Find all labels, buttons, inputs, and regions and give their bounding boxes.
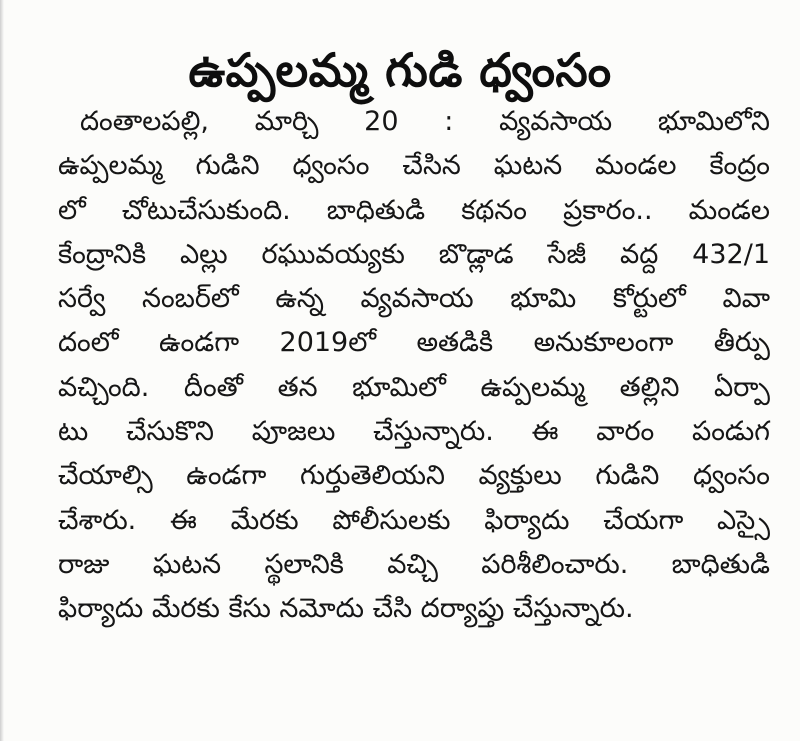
article-line: దంతాలపల్లి, మార్చి 20 : వ్యవసాయ భూమిలోని [80, 106, 770, 137]
article-headline: ఉప్పలమ్మ గుడి ధ్వంసం [188, 43, 612, 97]
article-body [58, 100, 770, 632]
page-edge-shadow [0, 0, 4, 741]
article-line: టు చేసుకొని పూజలు చేస్తున్నారు. ఈ వారం పండుగ [58, 416, 770, 448]
article-line: రాజు ఘటన స్థలానికి వచ్చి పరిశీలించారు. బాధితుడి [58, 548, 770, 580]
article-line: దంలో ఉండగా 2019లో అతడికి అనుకూలంగా తీర్పు [58, 327, 770, 359]
article-line: సర్వే నంబర్‌లో ఉన్న వ్యవసాయ భూమి కోర్టులో వివా [58, 283, 770, 315]
article-line: చేయాల్సి ఉండగా గుర్తుతెలియని వ్యక్తులు గుడిని ధ్వంసం [58, 460, 770, 492]
article-line: చేశారు. ఈ మేరకు పోలీసులకు ఫిర్యాదు చేయగా ఎస్సై [58, 504, 770, 536]
article-line: ఫిర్యాదు మేరకు కేసు నమోదు చేసి దర్యాప్తు చేస్తున్నారు. [58, 593, 634, 625]
article-line: ఉప్పలమ్మ గుడిని ధ్వంసం చేసిన ఘటన మండల కేంద్రం [58, 150, 770, 182]
article-line: వచ్చింది. దీంతో తన భూమిలో ఉప్పలమ్మ తల్లిని ఏర్పా [58, 371, 770, 403]
article-line: కేంద్రానికి ఎల్లు రఘువయ్యకు బొడ్లాడ సేజీ వద్ద 432/1 [58, 238, 770, 270]
article-line: లో చోటుచేసుకుంది. బాధితుడి కథనం ప్రకారం.. మండల [58, 194, 770, 226]
